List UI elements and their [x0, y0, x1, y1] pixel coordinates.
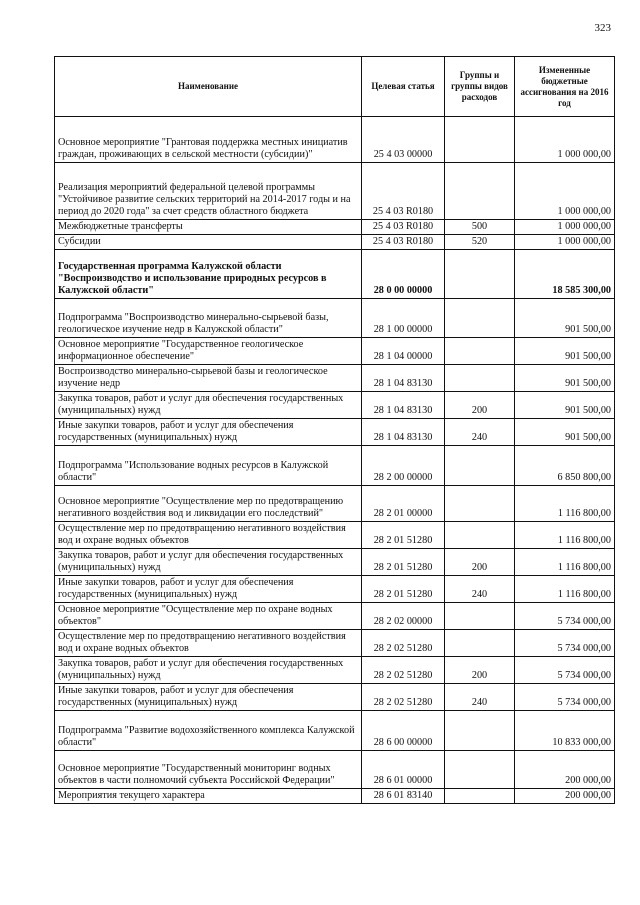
cell-code: 28 2 02 51280	[362, 630, 445, 657]
budget-table	[54, 56, 615, 804]
cell-code: 28 6 01 83140	[362, 789, 445, 804]
cell-amount: 901 500,00	[515, 365, 615, 392]
cell-amount: 1 000 000,00	[515, 163, 615, 220]
cell-group	[445, 522, 515, 549]
cell-name: Реализация мероприятий федеральной целевой программы "Устойчивое развитие сельских территорий на 2014-2017 годы и на период до 2020 года" за счет средств областного бюджета	[55, 163, 362, 220]
header-group: Группы и группы видов расходов	[445, 57, 515, 117]
table-row	[55, 630, 615, 657]
table-row	[55, 549, 615, 576]
cell-amount: 18 585 300,00	[515, 250, 615, 299]
cell-code: 25 4 03 R0180	[362, 163, 445, 220]
table-row	[55, 789, 615, 804]
cell-group	[445, 117, 515, 163]
cell-amount: 1 000 000,00	[515, 117, 615, 163]
cell-code: 25 4 03 00000	[362, 117, 445, 163]
cell-group	[445, 446, 515, 486]
cell-amount: 5 734 000,00	[515, 630, 615, 657]
table-row	[55, 576, 615, 603]
cell-code: 28 6 01 00000	[362, 751, 445, 789]
cell-amount: 1 116 800,00	[515, 549, 615, 576]
cell-group	[445, 486, 515, 522]
page-number: 323	[594, 22, 611, 34]
cell-group: 240	[445, 419, 515, 446]
cell-code: 28 1 04 00000	[362, 338, 445, 365]
cell-group: 240	[445, 576, 515, 603]
cell-amount: 1 116 800,00	[515, 576, 615, 603]
table-row	[55, 711, 615, 751]
cell-group	[445, 630, 515, 657]
cell-name: Мероприятия текущего характера	[55, 789, 362, 804]
cell-name: Основное мероприятие "Осуществление мер по предотвращению негативного воздействия вод и ликвидации его последствий"	[55, 486, 362, 522]
cell-code: 28 6 00 00000	[362, 711, 445, 751]
cell-amount: 901 500,00	[515, 419, 615, 446]
table-row	[55, 235, 615, 250]
cell-amount: 1 116 800,00	[515, 486, 615, 522]
cell-amount: 901 500,00	[515, 299, 615, 338]
table-row	[55, 486, 615, 522]
cell-name: Осуществление мер по предотвращению негативного воздействия вод и охране водных объектов	[55, 630, 362, 657]
cell-code: 28 2 02 51280	[362, 657, 445, 684]
header-code: Целевая статья	[362, 57, 445, 117]
cell-name: Подпрограмма "Воспроизводство минерально-сырьевой базы, геологическое изучение недр в Калужской области"	[55, 299, 362, 338]
table-row	[55, 220, 615, 235]
header-amount: Измененные бюджетные ассигнования на 2016 год	[515, 57, 615, 117]
cell-code: 28 1 04 83130	[362, 365, 445, 392]
header-name: Наименование	[55, 57, 362, 117]
table-row	[55, 419, 615, 446]
table-body	[55, 117, 615, 804]
cell-amount: 1 000 000,00	[515, 235, 615, 250]
cell-name: Основное мероприятие "Грантовая поддержка местных инициатив граждан, проживающих в сельской местности (субсидии)"	[55, 117, 362, 163]
table-row	[55, 299, 615, 338]
table-row	[55, 250, 615, 299]
cell-amount: 1 000 000,00	[515, 220, 615, 235]
cell-code: 28 2 00 00000	[362, 446, 445, 486]
cell-group: 500	[445, 220, 515, 235]
cell-name: Закупка товаров, работ и услуг для обеспечения государственных (муниципальных) нужд	[55, 549, 362, 576]
cell-code: 25 4 03 R0180	[362, 235, 445, 250]
table-row	[55, 603, 615, 630]
cell-group: 520	[445, 235, 515, 250]
cell-amount: 200 000,00	[515, 751, 615, 789]
cell-code: 28 1 04 83130	[362, 419, 445, 446]
cell-amount: 5 734 000,00	[515, 684, 615, 711]
table-row	[55, 684, 615, 711]
cell-group: 200	[445, 549, 515, 576]
cell-name: Основное мероприятие "Государственное геологическое информационное обеспечение"	[55, 338, 362, 365]
cell-group	[445, 789, 515, 804]
cell-name: Государственная программа Калужской области "Воспроизводство и использование природных ресурсов в Калужской области"	[55, 250, 362, 299]
cell-group: 200	[445, 657, 515, 684]
cell-code: 28 2 01 51280	[362, 549, 445, 576]
cell-name: Основное мероприятие "Осуществление мер по охране водных объектов"	[55, 603, 362, 630]
cell-group	[445, 711, 515, 751]
table-row	[55, 392, 615, 419]
cell-code: 25 4 03 R0180	[362, 220, 445, 235]
cell-name: Иные закупки товаров, работ и услуг для обеспечения государственных (муниципальных) нужд	[55, 419, 362, 446]
cell-group	[445, 751, 515, 789]
cell-group: 240	[445, 684, 515, 711]
cell-group	[445, 250, 515, 299]
cell-amount: 901 500,00	[515, 392, 615, 419]
cell-name: Иные закупки товаров, работ и услуг для обеспечения государственных (муниципальных) нужд	[55, 576, 362, 603]
cell-name: Подпрограмма "Развитие водохозяйственного комплекса Калужской области"	[55, 711, 362, 751]
cell-amount: 10 833 000,00	[515, 711, 615, 751]
table-row	[55, 751, 615, 789]
cell-code: 28 2 02 00000	[362, 603, 445, 630]
cell-amount: 5 734 000,00	[515, 603, 615, 630]
table-row	[55, 163, 615, 220]
cell-name: Межбюджетные трансферты	[55, 220, 362, 235]
cell-name: Закупка товаров, работ и услуг для обеспечения государственных (муниципальных) нужд	[55, 657, 362, 684]
table-row	[55, 657, 615, 684]
cell-group	[445, 338, 515, 365]
cell-code: 28 2 01 51280	[362, 522, 445, 549]
cell-group	[445, 365, 515, 392]
table-row	[55, 446, 615, 486]
table-row	[55, 117, 615, 163]
cell-code: 28 0 00 00000	[362, 250, 445, 299]
cell-name: Субсидии	[55, 235, 362, 250]
cell-name: Иные закупки товаров, работ и услуг для обеспечения государственных (муниципальных) нужд	[55, 684, 362, 711]
cell-amount: 6 850 800,00	[515, 446, 615, 486]
table-row	[55, 338, 615, 365]
cell-amount: 5 734 000,00	[515, 657, 615, 684]
cell-code: 28 1 00 00000	[362, 299, 445, 338]
table-row	[55, 522, 615, 549]
cell-code: 28 2 02 51280	[362, 684, 445, 711]
cell-amount: 1 116 800,00	[515, 522, 615, 549]
cell-code: 28 2 01 00000	[362, 486, 445, 522]
cell-group	[445, 603, 515, 630]
cell-group	[445, 163, 515, 220]
cell-group: 200	[445, 392, 515, 419]
cell-code: 28 2 01 51280	[362, 576, 445, 603]
cell-name: Осуществление мер по предотвращению негативного воздействия вод и охране водных объектов	[55, 522, 362, 549]
cell-name: Основное мероприятие "Государственный мониторинг водных объектов в части полномочий субъекта Российской Федерации"	[55, 751, 362, 789]
cell-amount: 901 500,00	[515, 338, 615, 365]
cell-name: Воспроизводство минерально-сырьевой базы и геологическое изучение недр	[55, 365, 362, 392]
cell-name: Подпрограмма "Использование водных ресурсов в Калужской области"	[55, 446, 362, 486]
cell-group	[445, 299, 515, 338]
cell-code: 28 1 04 83130	[362, 392, 445, 419]
table-row	[55, 365, 615, 392]
cell-amount: 200 000,00	[515, 789, 615, 804]
cell-name: Закупка товаров, работ и услуг для обеспечения государственных (муниципальных) нужд	[55, 392, 362, 419]
